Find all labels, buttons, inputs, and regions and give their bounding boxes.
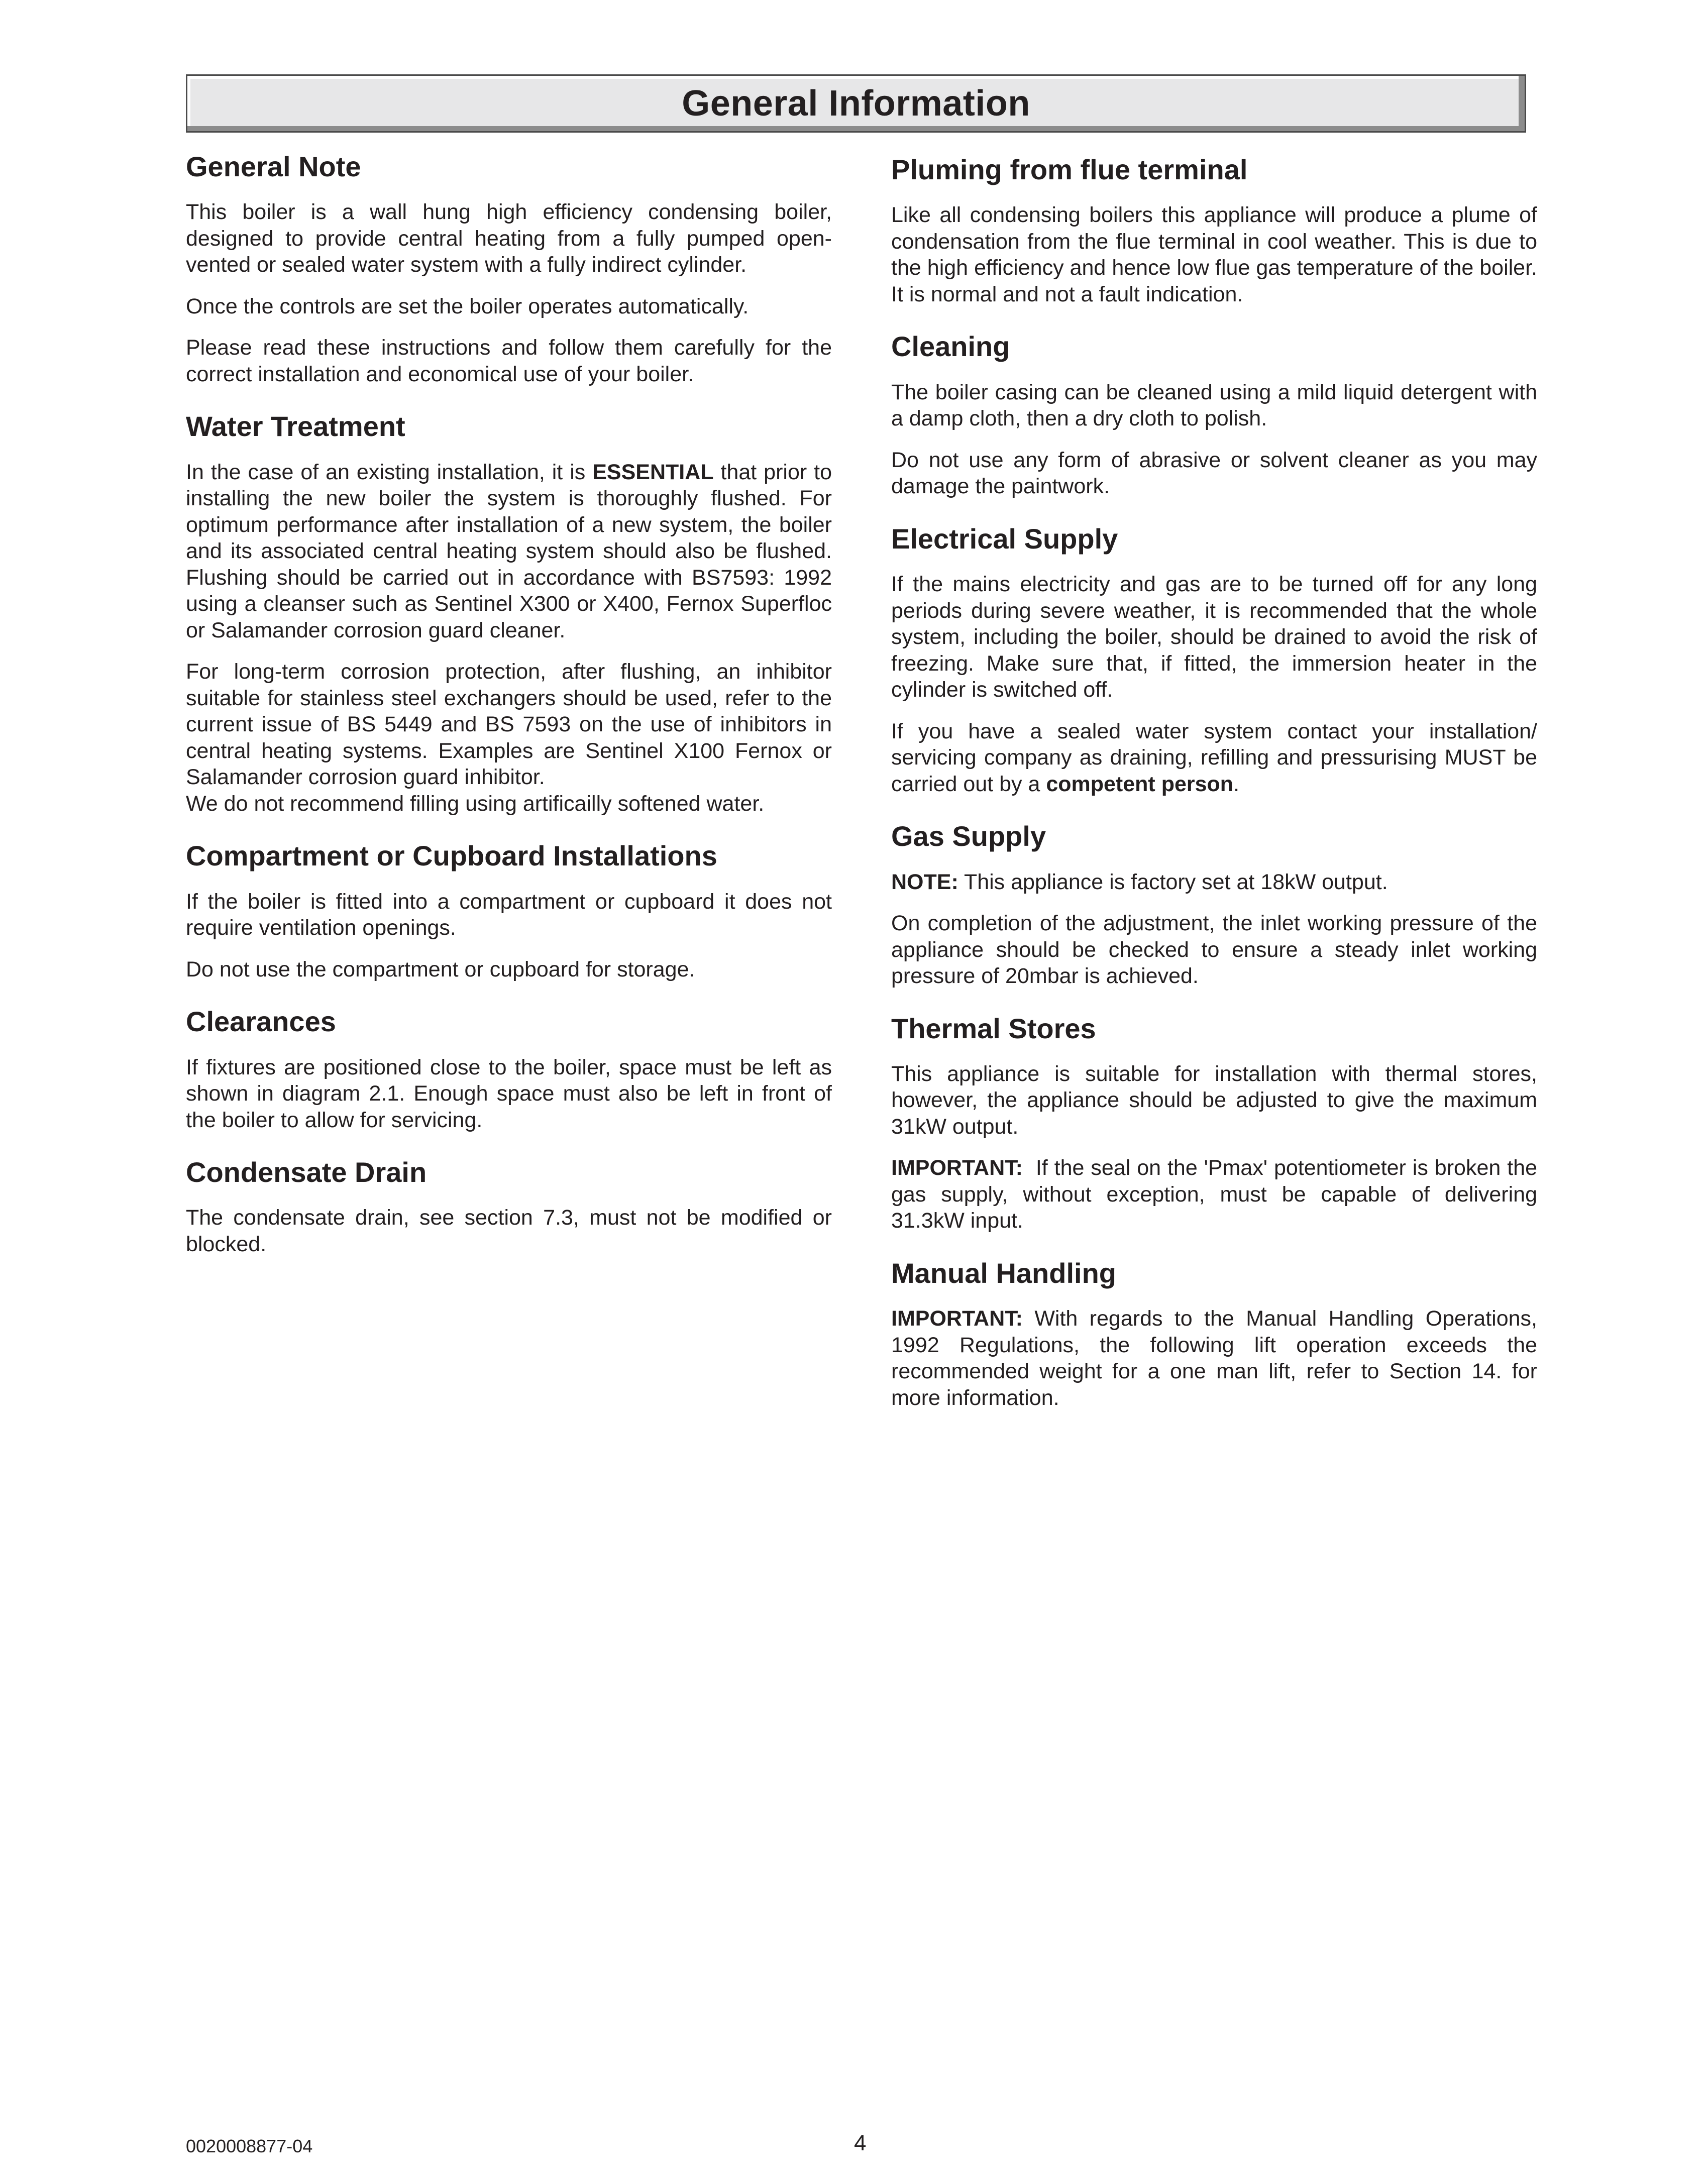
text-run: If you have a sealed water system contact your installation/ servicing company as draining, refilling and pressurising MUST be carried out by a xyxy=(891,719,1537,796)
section-heading: Water Treatment xyxy=(186,410,405,443)
paragraph xyxy=(891,1155,1543,1234)
text-run: If the seal on the 'Pmax' potentiometer is broken the gas supply, without exception, must be capable of delivering 31.3kW input. xyxy=(891,1156,1543,1233)
emphasis-text: ESSENTIAL xyxy=(592,460,714,484)
paragraph: The condensate drain, see section 7.3, must not be modified or blocked. xyxy=(186,1206,832,1256)
right-column xyxy=(891,154,1543,1434)
section-heading: Cleaning xyxy=(891,331,1010,363)
section-manual-handling xyxy=(891,1257,1537,1411)
important-label: IMPORTANT: xyxy=(891,1306,1023,1331)
section-condensate-drain xyxy=(186,1156,832,1257)
section-heading: Thermal Stores xyxy=(891,1012,1096,1044)
paragraph: Once the controls are set the boiler operates automatically. xyxy=(186,294,749,318)
emphasis-text: competent person xyxy=(1046,772,1234,796)
section-compartment xyxy=(186,840,832,983)
page-title: General Information xyxy=(682,83,1030,124)
text-run: With regards to the Manual Handling Operations, 1992 Regulations, the following lift operation exceeds the recommended weight for a one man lift, refer to Section 14. for more information. xyxy=(891,1306,1537,1410)
text-run: This appliance is factory set at 18kW output. xyxy=(958,869,1388,894)
left-column xyxy=(186,151,832,1280)
paragraph: We do not recommend filling using artificailly softened water. xyxy=(186,791,765,816)
paragraph: If the mains electricity and gas are to be turned off for any long periods during severe weather, it is recommended that the whole system, including the boiler, should be drained to avoid the risk of freezing. Make sure that, if fitted, the immersion heater in the cylinder is switched off. xyxy=(891,572,1537,702)
section-heading: Compartment or Cupboard Installations xyxy=(186,840,717,872)
paragraph: Like all condensing boilers this appliance will produce a plume of condensation from the flue terminal in cool weather. This is due to the high efficiency and hence low flue gas temperature of the boiler. It is normal and not a fault indication. xyxy=(891,203,1537,306)
section-heading: Gas Supply xyxy=(891,820,1046,852)
paragraph: For long-term corrosion protection, after flushing, an inhibitor suitable for stainless steel exchangers should be used, refer to the current issue of BS 5449 and BS 7593 on the use of inhibitors in central heating systems. Examples are Sentinel X100 Fernox or Salamander corrosion guard inhibitor. xyxy=(186,660,832,790)
paragraph xyxy=(891,718,1537,798)
note-label: NOTE: xyxy=(891,869,958,894)
paragraph: The boiler casing can be cleaned using a mild liquid detergent with a damp cloth, then a dry cloth to polish. xyxy=(891,380,1537,431)
important-label: IMPORTANT: xyxy=(891,1156,1023,1180)
paragraph xyxy=(186,459,832,644)
page-number: 4 xyxy=(854,2131,867,2155)
section-electrical-supply xyxy=(891,523,1537,797)
section-general-note xyxy=(186,151,832,387)
section-water-treatment xyxy=(186,410,832,817)
paragraph: Do not use the compartment or cupboard for storage. xyxy=(186,957,695,982)
paragraph: If fixtures are positioned close to the boiler, space must be left as shown in diagram 2.1. Enough space must also be left in front of the boiler to allow for servicing. xyxy=(186,1055,832,1132)
paragraph: Do not use any form of abrasive or solvent cleaner as you may damage the paintwork. xyxy=(891,448,1537,499)
paragraph xyxy=(891,869,1537,896)
section-heading: Clearances xyxy=(186,1006,336,1038)
paragraph: If the boiler is fitted into a compartment or cupboard it does not require ventilation openings. xyxy=(186,889,832,940)
section-heading: General Note xyxy=(186,151,361,182)
text-run: In the case of an existing installation, it is xyxy=(186,460,593,484)
paragraph: This appliance is suitable for installation with thermal stores, however, the appliance should be adjusted to give the maximum 31kW output. xyxy=(891,1061,1537,1139)
paragraph: This boiler is a wall hung high efficiency condensing boiler, designed to provide central heating from a fully pumped open-vented or sealed water system with a fully indirect cylinder. xyxy=(186,200,832,277)
paragraph xyxy=(891,1305,1537,1411)
text-run: that prior to installing the new boiler the system is thoroughly flushed. For optimum performance after installation of a new system, the boiler and its associated central heating system should also be flushed. Flushing should be carried out in accordance with BS7593: 1992 using a cleanser such as Sentinel X300 or X400, Fernox Superfloc or Salamander corrosion guard cleaner. xyxy=(186,460,832,642)
section-cleaning xyxy=(891,331,1537,499)
section-heading: Manual Handling xyxy=(891,1257,1116,1289)
section-gas-supply xyxy=(891,820,1537,989)
section-thermal-stores xyxy=(891,1012,1543,1234)
section-heading: Pluming from flue terminal xyxy=(891,154,1248,185)
text-run: . xyxy=(1233,772,1240,796)
section-heading: Electrical Supply xyxy=(891,522,1118,555)
section-heading: Condensate Drain xyxy=(186,1156,427,1188)
section-clearances xyxy=(186,1006,832,1133)
section-pluming xyxy=(891,154,1537,307)
document-code: 0020008877-04 xyxy=(186,2136,313,2156)
paragraph: Please read these instructions and follow them carefully for the correct installation and economical use of your boiler. xyxy=(186,336,832,386)
page-title-banner xyxy=(186,74,1526,133)
paragraph: On completion of the adjustment, the inlet working pressure of the appliance should be checked to ensure a steady inlet working pressure of 20mbar is achieved. xyxy=(891,911,1537,989)
